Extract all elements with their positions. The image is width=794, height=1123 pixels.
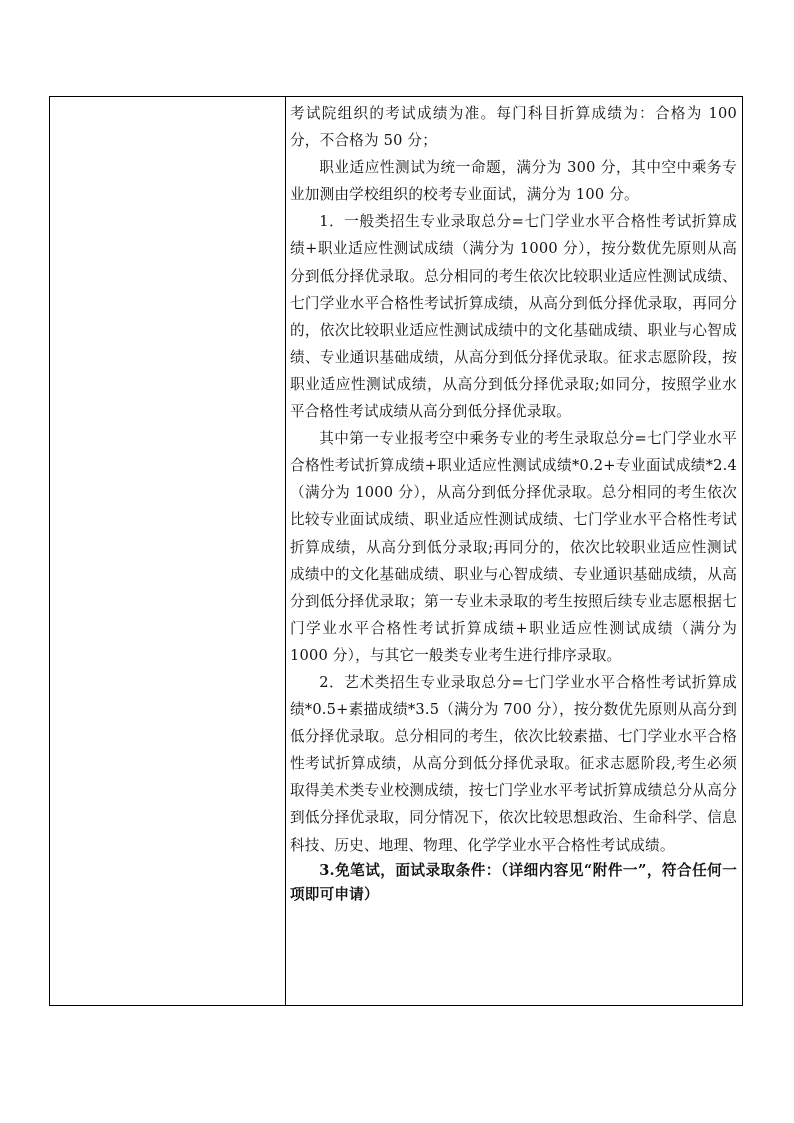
column-divider xyxy=(285,97,286,1005)
table-content-cell xyxy=(290,97,737,907)
paragraph-exam-exemption: 3.免笔试，面试录取条件：（详细内容见“附件一”，符合任何一项即可申请） xyxy=(290,861,737,903)
paragraph-score-conversion: 考试院组织的考试成绩为准。每门科目折算成绩为：合格为 100 分，不合格为 50 分； xyxy=(290,105,737,150)
document-table xyxy=(49,96,743,1006)
paragraph-general-admission: 1．一般类招生专业录取总分=七门学业水平合格性考试折算成绩+职业适应性测试成绩（满分为 1000 分），按分数优先原则从高分到低分择优录取。总分相同的考生依次比较职业适应性测试成绩、七门学业水平合格性考试折算成绩，从高分到低分择优录取，再同分的，依次比较职业适应性测试成绩中的文化基础成绩、职业与心智成绩、专业通识基础成绩，从高分到低分择优录取。征求志愿阶段，按职业适应性测试成绩，从高分到低分择优录取;如同分，按照学业水平合格性考试成绩从高分到低分择优录取。 xyxy=(290,213,737,421)
paragraph-flight-attendant: 其中第一专业报考空中乘务专业的考生录取总分=七门学业水平合格性考试折算成绩+职业适应性测试成绩*0.2+专业面试成绩*2.4（满分为 1000 分），从高分到低分择优录取。总分相同的考生依次比较专业面试成绩、职业适应性测试成绩、七门学业水平合格性考试折算成绩，从高分到低分录取;再同分的，依次比较职业适应性测试成绩中的文化基础成绩、职业与心智成绩、专业通识基础成绩，从高分到低分择优录取；第一专业未录取的考生按照后续专业志愿根据七门学业水平合格性考试折算成绩+职业适应性测试成绩（满分为 1000 分），与其它一般类专业考生进行排序录取。 xyxy=(290,430,737,664)
paragraph-art-admission: 2．艺术类招生专业录取总分=七门学业水平合格性考试折算成绩*0.5+素描成绩*3.5（满分为 700 分），按分数优先原则从高分到低分择优录取。总分相同的考生，依次比较素描、七门学业水平合格性考试折算成绩，从高分到低分择优录取。征求志愿阶段,考生必须取得美术类专业校测成绩，按七门学业水平考试折算成绩总分从高分到低分择优录取，同分情况下，依次比较思想政治、生命科学、信息科技、历史、地理、物理、化学学业水平合格性考试成绩。 xyxy=(290,673,737,854)
paragraph-aptitude-test: 职业适应性测试为统一命题，满分为 300 分，其中空中乘务专业加测由学校组织的校考专业面试，满分为 100 分。 xyxy=(290,159,737,204)
